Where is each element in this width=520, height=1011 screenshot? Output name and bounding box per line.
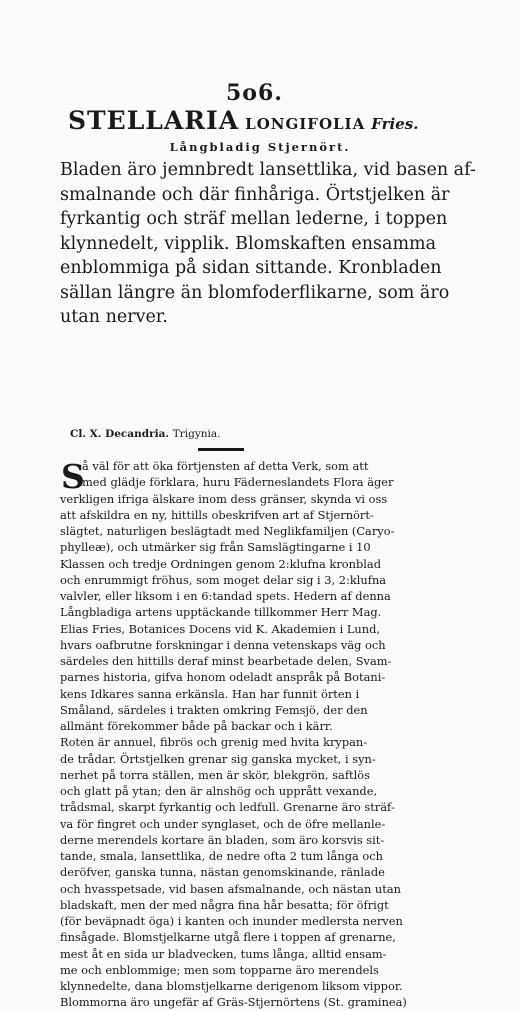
- species-title: [68, 106, 508, 135]
- body-line: att afskildra en ny, hittills obeskrifven art af Stjernört-: [60, 507, 374, 522]
- body-line: parnes historia, gifva honom odeladt anspråk på Botani-: [60, 670, 386, 685]
- page-number: 5o6.: [226, 80, 283, 106]
- body-line: Långbladiga artens upptäckande tillkommer Herr Mag.: [60, 605, 382, 620]
- body-line: Småland, särdeles i trakten omkring Femsjö, der den: [60, 702, 368, 717]
- body-line: bladskaft, men der med några fina hår besatta; för öfrigt: [60, 897, 389, 912]
- body-line: (för beväpnadt öga) i kanten och inunder medlersta nerven: [60, 914, 403, 928]
- body-line: och glatt på ytan; den är alnshög och upprått vexande,: [60, 784, 378, 798]
- body-line: finsågade. Blomstjelkarne utgå flere i toppen af grenarne,: [60, 930, 396, 945]
- genus-name: STELLARIA: [68, 106, 240, 135]
- common-name: Långbladig Stjernört.: [169, 140, 351, 154]
- diagnosis-line: klynnedelt, vipplik. Blomskaften ensamma: [60, 233, 437, 254]
- body-line: deröfver, ganska tunna, nästan genomskinande, ränlade: [60, 865, 385, 880]
- body-line: särdeles den hittills deraf minst bearbetade delen, Svam-: [60, 654, 392, 668]
- section-divider: [198, 448, 244, 451]
- body-line: Roten är annuel, fibrös och grenig med hvita krypan-: [60, 735, 368, 750]
- body-line: trådsmal, skarpt fyrkantig och ledfull. Grenarne äro sträf-: [60, 800, 395, 815]
- body-line: valvler, eller liksom i en 6:tandad spets. Hedern af denna: [60, 589, 391, 603]
- body-line: verkligen ifriga älskare inom dess gränser, skynda vi oss: [60, 491, 388, 506]
- body-line: och hvasspetsade, vid basen afsmalnande, och nästan utan: [60, 881, 401, 896]
- body-line: derne merendels kortare än bladen, som äro korsvis sit-: [60, 832, 385, 847]
- diagnosis-line: utan nerver.: [60, 307, 168, 327]
- body-line: de trådar. Örtstjelken grenar sig ganska mycket, i syn-: [60, 751, 376, 766]
- diagnosis-line: smalnande och där finhåriga. Örtstjelken är: [60, 184, 450, 205]
- body-line: Elias Fries, Botanices Docens vid K. Akademien i Lund,: [60, 621, 381, 636]
- classification-line: [70, 428, 220, 440]
- body-line: nerhet på torra ställen, men är skör, blekgrön, saftlös: [60, 767, 370, 782]
- body-line: allmänt förekommer både på backar och i kärr.: [60, 719, 333, 733]
- body-line: Blommorna äro ungefär af Gräs-Stjernörtens (St. graminea): [60, 995, 407, 1010]
- class-label: Cl. X. Decandria.: [70, 428, 170, 440]
- body-line: och enrummigt fröhus, som moget delar sig i 3, 2:klufna: [60, 572, 387, 587]
- body-line: klynnedelte, dana blomstjelkarne derigenom liksom vippor.: [60, 979, 403, 993]
- body-text: [60, 458, 470, 1011]
- body-line: Klassen och tredje Ordningen genom 2:klufna kronblad: [60, 556, 381, 571]
- body-line: hvars oafbrutne forskningar i denna vetenskaps väg och: [60, 637, 386, 652]
- body-line: slägtet, naturligen beslägtadt med Neglikfamiljen (Caryo-: [60, 524, 395, 538]
- body-line: med glädje förklara, huru Fäderneslandets Flora äger: [82, 475, 394, 490]
- body-line: kens Idkares sanna erkänsla. Han har funnit örten i: [60, 686, 360, 701]
- diagnosis-line: Bladen äro jemnbredt lansettlika, vid basen af-: [60, 160, 476, 180]
- body-line: va för fingret och under synglaset, och de öfre mellanle-: [60, 816, 386, 831]
- body-line: me och enblommige; men som topparne äro merendels: [60, 962, 379, 977]
- author-name: Fries.: [371, 115, 419, 133]
- drop-cap: S: [61, 457, 85, 496]
- diagnosis-line: enblommiga på sidan sittande. Kronbladen: [60, 258, 442, 278]
- body-line: å väl för att öka förtjensten af detta Verk, som att: [82, 459, 369, 473]
- diagnosis-line: sällan längre än blomfoderflikarne, som äro: [60, 282, 450, 303]
- body-line: tande, smala, lansettlika, de nedre ofta 2 tum långa och: [60, 849, 383, 863]
- body-line: phylleæ), och utmärker sig från Samslägtingarne i 10: [60, 540, 371, 555]
- body-line: mest åt en sida ur bladvecken, tums långa, alltid ensam-: [60, 946, 387, 961]
- order-label: Trigynia.: [172, 428, 221, 440]
- diagnosis-line: fyrkantig och sträf mellan lederne, i toppen: [60, 209, 448, 229]
- diagnosis-paragraph: [60, 158, 476, 330]
- species-name: LONGIFOLIA: [245, 115, 366, 133]
